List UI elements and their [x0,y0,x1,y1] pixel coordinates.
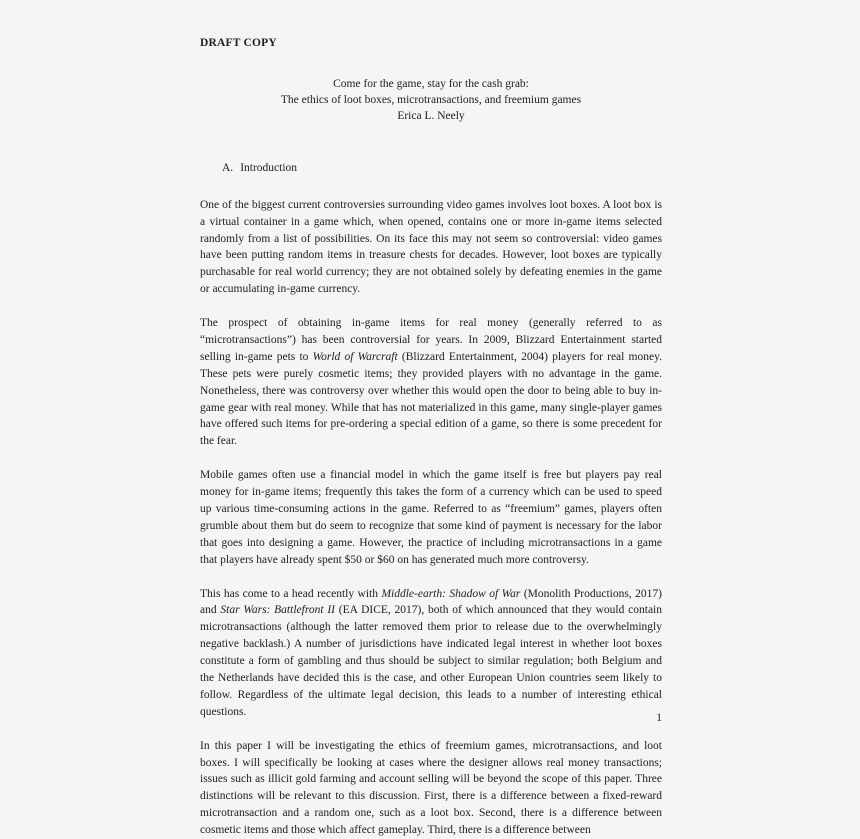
text-run: In this paper I will be investigating the ethics of freemium games, microtransactions, and loot boxes. I will specifically be looking at cases where the designer allows real money transactions; issues such as illicit gold farming and account selling will be beyond the scope of this paper. Three distinctions will be relevant to this discussion. First, there is a difference between a fixed-reward microtransaction and a random one, such as a loot box. Second, there is a difference between cosmetic items and those which affect gameplay. Third, there is a difference between [200,739,662,837]
text-run: (Monolith Productions, 2017) and [200,587,662,617]
body-paragraphs [200,197,662,839]
text-run: (Blizzard Entertainment, 2004) players for real money. These pets were purely cosmetic items; they provided players with no advantage in the game. Nonetheless, there was controversy over whether this would open the door to being able to buy in-game gear with real money. While that has not materialized in this game, many single-player games have offered such items for pre-ordering a special edition of a game, so there is some precedent for the fear. [200,350,662,448]
text-run: One of the biggest current controversies surrounding video games involves loot boxes. A loot box is a virtual container in a game which, when opened, contains one or more in-game items selected randomly from a list of possibilities. On its face this may not seem so controversial: video games have been putting random items in treasure chests for decades. However, loot boxes are typically purchasable for real world currency; they are not obtained solely by defeating enemies in the game or accumulating in-game currency. [200,198,662,296]
paragraph-p5-paper-scope [200,738,662,839]
paragraph-p1-loot-boxes-definition [200,197,662,298]
text-run: This has come to a head recently with [200,587,382,600]
title-block [200,76,662,125]
text-run: The prospect of obtaining in-game items for real money (generally referred to as “microtransactions”) has been controversial for years. In 2009, Blizzard Entertainment started selling in-game pets to [200,317,662,363]
paragraph-p2-microtransactions-history [200,315,662,450]
paper-author: Erica L. Neely [397,110,465,123]
paper-title-line-1: Come for the game, stay for the cash grab: [333,77,529,90]
section-heading-introduction [222,161,662,176]
section-title: Introduction [240,161,298,174]
italic-title-run: World of Warcraft [312,350,398,363]
paragraph-p3-freemium-model [200,467,662,568]
page-number: 1 [656,712,662,724]
section-letter: A. [222,161,234,174]
draft-copy-label: DRAFT COPY [200,37,277,49]
paper-title-line-2: The ethics of loot boxes, microtransactions, and freemium games [280,94,582,107]
paragraph-p4-recent-controversies [200,586,662,721]
text-run: (EA DICE, 2017), both of which announced that they would contain microtransactions (although the latter removed them prior to release due to the overwhelmingly negative backlash.) A number of jurisdictions have indicated legal interest in whether loot boxes constitute a form of gambling and thus should be subject to similar regulation; both Belgium and the Netherlands have decided this is the case, and other European Union countries seem likely to follow. Regardless of the ultimate legal decision, this leads to a number of interesting ethical questions. [200,604,662,718]
text-run: Mobile games often use a financial model in which the game itself is free but players pay real money for in-game items; frequently this takes the form of a currency which can be used to speed up various time-consuming actions in the game. Referred to as “freemium” games, players often grumble about them but do seem to recognize that some kind of payment is necessary for the labor that goes into designing a game. However, the practice of including microtransactions in a game that players have already spent $50 or $60 on has generated much more controversy. [200,469,662,566]
italic-title-run: Star Wars: Battlefront II [220,604,335,617]
italic-title-run: Middle-earth: Shadow of War [381,587,521,600]
